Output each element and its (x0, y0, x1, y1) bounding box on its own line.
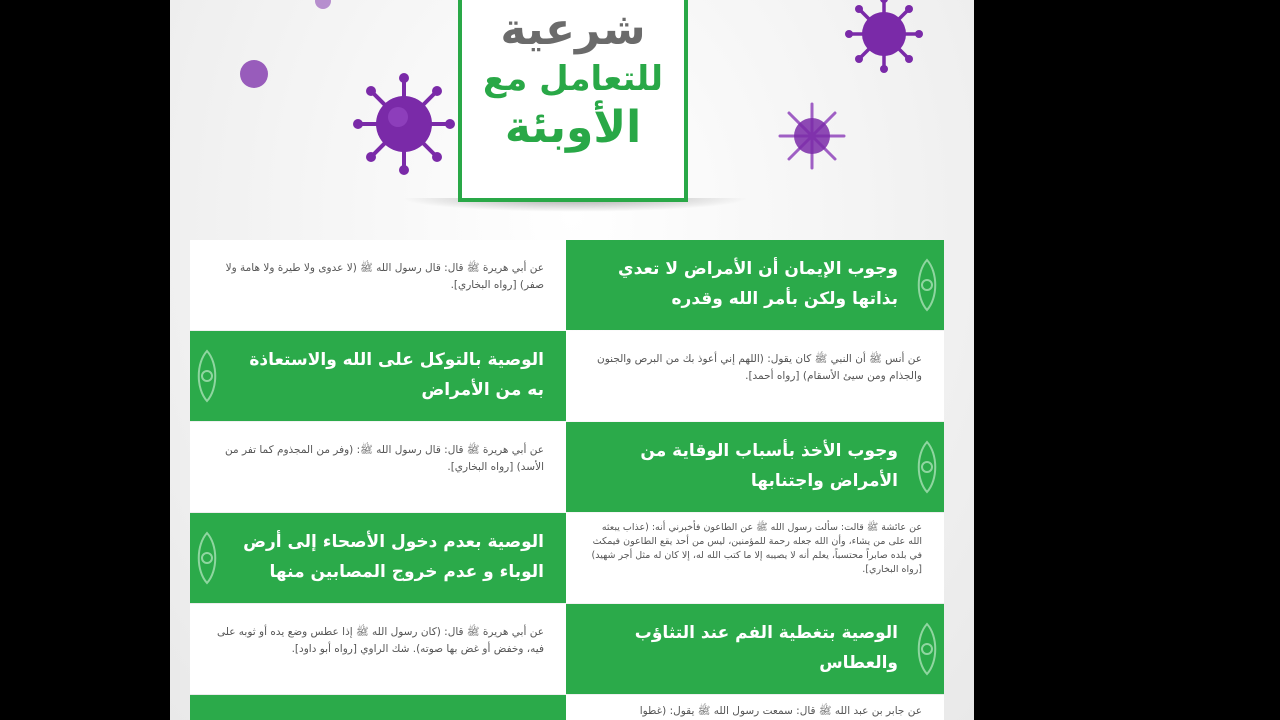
hadith-text: عن عائشة ﷺ قالت: سألت رسول الله ﷺ عن الطاعون فأخبرني أنه: (عذاب يبعثه الله على من يشاء، وأن الله جعله رحمة للمؤمنين، ليس من أحد يقع الطاعون فيمكث في بلده صابراً محتسباً، يعلم أنه لا يصيبه إلا ما كتب الله له، إلا كان له مثل أجر شهيد) [رواه البخاري]. (566, 513, 944, 603)
guideline-row (190, 513, 946, 603)
guideline-heading (566, 422, 944, 512)
title-box (458, 0, 688, 202)
guideline-row (190, 604, 946, 694)
virus-icon (776, 100, 848, 172)
guideline-heading (566, 604, 944, 694)
guideline-heading (190, 331, 566, 421)
hadith-text: عن جابر بن عبد الله ﷺ قال: سمعت رسول الله ﷺ يقول: (غطوا (566, 695, 944, 720)
hadith-text: عن أبي هريرة ﷺ قال: (كان رسول الله ﷺ إذا عطس وضع يده أو ثوبه على فيه، وخفض أو غض بها صوته). شك الراوي [رواه أبو داود]. (190, 604, 566, 694)
guideline-row (190, 695, 946, 720)
guideline-heading (190, 513, 566, 603)
ornament-icon (914, 440, 940, 494)
guideline-row (190, 422, 946, 512)
guideline-heading (190, 695, 566, 720)
title-line-3: الأوبئة (504, 102, 642, 153)
ornament-icon (914, 258, 940, 312)
guideline-heading (566, 240, 944, 330)
virus-icon (352, 72, 456, 176)
hadith-text: عن أنس ﷺ أن النبي ﷺ كان يقول: (اللهم إني أعوذ بك من البرص والجنون والجذام ومن سيئ الأسقام) [رواه أحمد]. (566, 331, 944, 421)
ornament-icon (914, 622, 940, 676)
guideline-heading-text: الوصية بالتوكل على الله والاستعاذة به من الأمراض (249, 350, 544, 400)
virus-icon (230, 50, 278, 98)
guideline-heading-text: وجوب الإيمان أن الأمراض لا تعدي بذاتها ولكن بأمر الله وقدره (618, 259, 898, 309)
ornament-icon (194, 349, 220, 403)
virus-icon (844, 0, 924, 74)
guideline-heading-text: الوصية بتغطية الفم عند التثاؤب والعطاس (634, 623, 898, 673)
guideline-heading-text: الوصية بعدم دخول الأصحاء إلى أرض الوباء و عدم خروج المصابين منها (243, 532, 544, 582)
guideline-row (190, 240, 946, 330)
guideline-heading-text: وجوب الأخذ بأسباب الوقاية من الأمراض واجتنابها (640, 441, 898, 491)
poster (170, 0, 974, 720)
title-line-2: للتعامل مع (483, 59, 663, 99)
guideline-row (190, 331, 946, 421)
hadith-text: عن أبي هريرة ﷺ قال: قال رسول الله ﷺ (لا عدوى ولا طيرة ولا هامة ولا صفر) [رواه البخاري]. (190, 240, 566, 330)
ornament-icon (194, 531, 220, 585)
virus-icon (312, 0, 334, 12)
hadith-text: عن أبي هريرة ﷺ قال: قال رسول الله ﷺ: (وفر من المجذوم كما تفر من الأسد) [رواه البخاري]. (190, 422, 566, 512)
title-line-1: شرعية (500, 4, 646, 55)
